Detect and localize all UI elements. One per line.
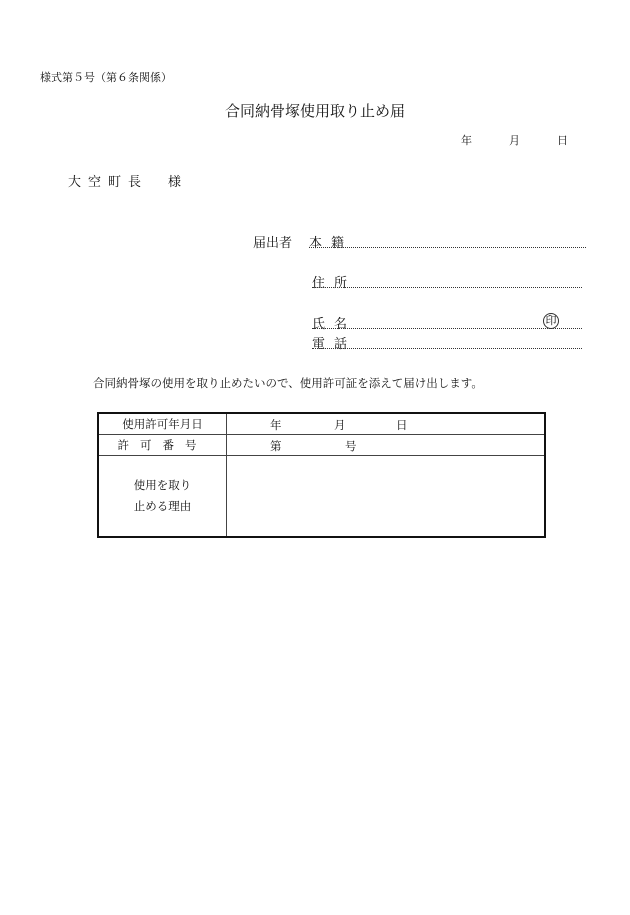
document-title: 合同納骨塚使用取り止め届 xyxy=(224,102,405,120)
permit-number-prefix: 第 xyxy=(270,439,282,453)
reason-value[interactable] xyxy=(227,456,546,538)
table-row-permit-number xyxy=(98,435,545,456)
address-label: 住所 xyxy=(312,276,357,291)
phone-field[interactable] xyxy=(312,333,582,349)
permit-date-label: 使用許可年月日 xyxy=(98,413,227,435)
info-table xyxy=(97,412,546,538)
honseki-label: 本籍 xyxy=(309,236,354,251)
date-month-label: 月 xyxy=(509,134,520,147)
honseki-field[interactable] xyxy=(309,232,586,248)
name-label: 氏名 xyxy=(312,317,357,332)
address-field[interactable] xyxy=(312,272,582,288)
permit-day-label: 日 xyxy=(396,418,408,432)
permit-number-label: 許可番号 xyxy=(98,435,227,456)
applicant-label: 届出者 xyxy=(253,236,293,251)
permit-month-label: 月 xyxy=(334,418,346,432)
reason-label xyxy=(98,456,227,538)
date-year-label: 年 xyxy=(461,134,472,147)
permit-year-label: 年 xyxy=(270,418,282,432)
reason-label-line2: 止める理由 xyxy=(133,499,192,513)
addressee: 大空町長 様 xyxy=(68,175,189,190)
reason-label-line1: 使用を取り xyxy=(133,478,192,492)
table-row-reason xyxy=(98,456,545,538)
permit-number-suffix: 号 xyxy=(345,439,357,453)
name-field[interactable] xyxy=(312,313,582,329)
form-number: 様式第５号（第６条関係） xyxy=(40,71,172,84)
statement-text: 合同納骨塚の使用を取り止めたいので、使用許可証を添えて届け出します。 xyxy=(93,376,483,390)
permit-date-value[interactable] xyxy=(227,413,546,435)
phone-label: 電話 xyxy=(312,337,357,352)
seal-mark: 印 xyxy=(543,313,559,329)
table-row-permit-date xyxy=(98,413,545,435)
permit-number-value[interactable] xyxy=(227,435,546,456)
date-day-label: 日 xyxy=(557,134,568,147)
